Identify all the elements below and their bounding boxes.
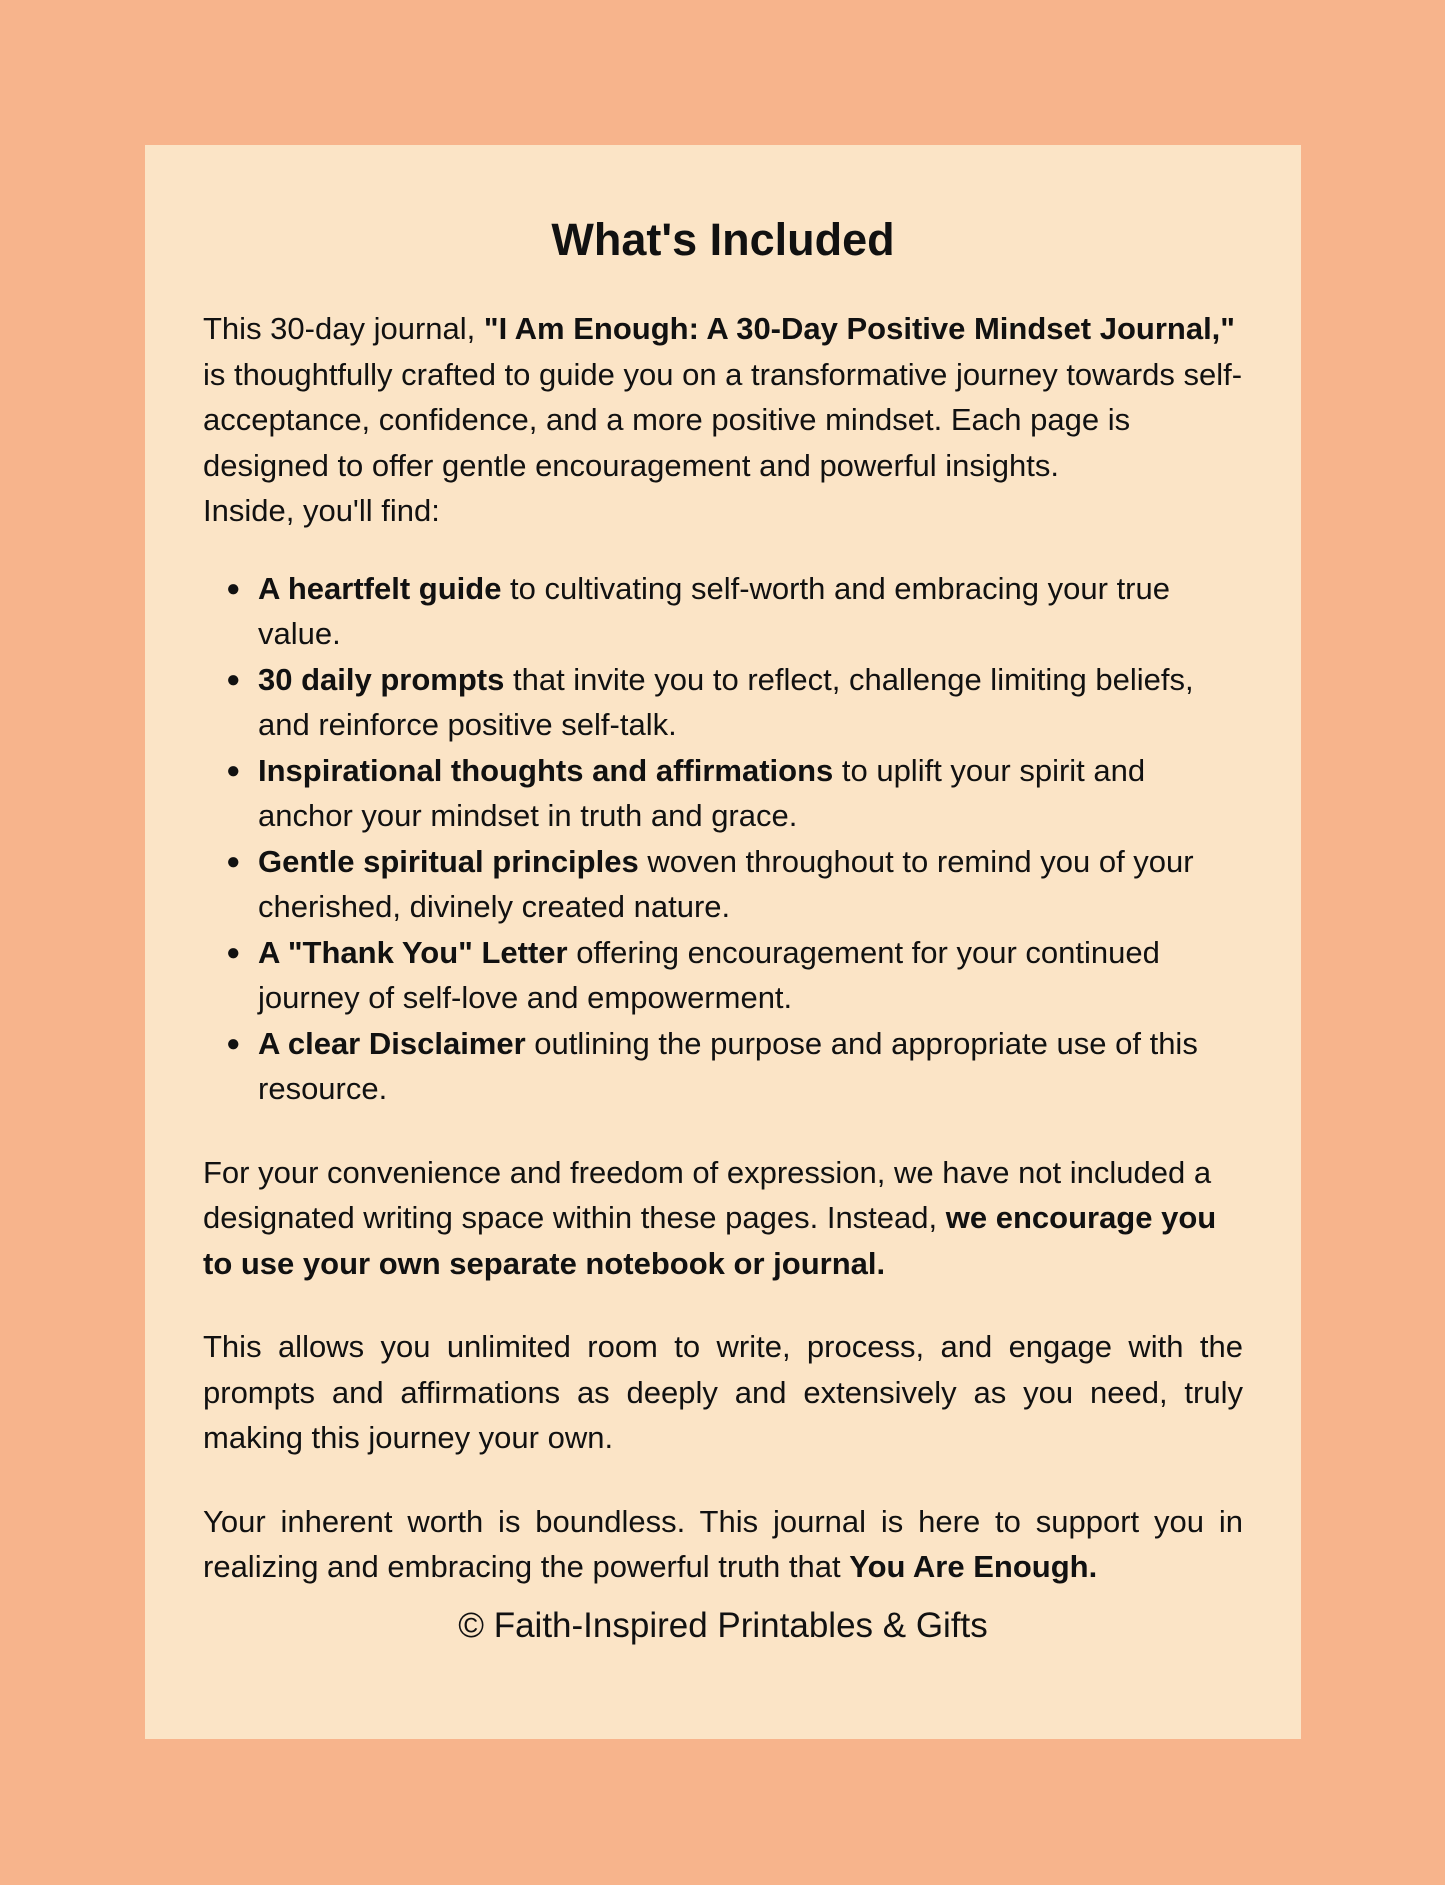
feature-text: to cultivating self-worth and embracing your true value. xyxy=(258,570,1170,651)
allows-paragraph: This allows you unlimited room to write, process, and engage with the prompts and affirmations as deeply and extensively as you need, truly making this journey your own. xyxy=(203,1329,1243,1455)
worth-paragraph xyxy=(203,1499,1243,1590)
feature-text: outlining the purpose and appropriate use of this resource. xyxy=(258,1025,1198,1106)
notebook-encouragement: we encourage you to use your own separate notebook or journal. xyxy=(203,1200,1217,1281)
list-item xyxy=(226,657,1243,748)
feature-title: 30 daily prompts xyxy=(258,661,505,697)
feature-text: woven throughout to remind you of your cherished, divinely created nature. xyxy=(258,843,1194,924)
features-list xyxy=(203,566,1243,1112)
feature-title: Inspirational thoughts and affirmations xyxy=(258,752,834,788)
feature-text: to uplift your spirit and anchor your mindset in truth and grace. xyxy=(258,752,1146,833)
feature-text: that invite you to reflect, challenge limiting beliefs, and reinforce positive self-talk. xyxy=(258,661,1194,742)
bullet-icon: ● xyxy=(226,1029,241,1057)
feature-title: A "Thank You" Letter xyxy=(258,934,568,970)
intro-prefix: This 30-day journal, xyxy=(203,311,484,346)
bullet-icon: ● xyxy=(226,756,241,784)
list-item xyxy=(226,839,1243,930)
convenience-text: For your convenience and freedom of expression, we have not included a designated writing space within these pages. Instead, xyxy=(203,1154,1212,1235)
content-card xyxy=(145,145,1301,1739)
copyright-notice: © Faith-Inspired Printables & Gifts xyxy=(458,1605,988,1645)
list-item xyxy=(226,930,1243,1021)
bullet-icon: ● xyxy=(226,665,241,693)
intro-suffix: is thoughtfully crafted to guide you on a transformative journey towards self-acceptance, confidence, and a more positive mindset. Each page is designed to offer gentle encouragement and powerful insights. xyxy=(203,356,1243,483)
feature-title: Gentle spiritual principles xyxy=(258,843,639,879)
feature-title: A clear Disclaimer xyxy=(258,1025,526,1061)
list-item xyxy=(226,566,1243,657)
bullet-icon: ● xyxy=(226,938,241,966)
feature-title: A heartfelt guide xyxy=(258,570,502,606)
list-item xyxy=(226,748,1243,839)
convenience-paragraph xyxy=(203,1150,1243,1287)
inside-lead: Inside, you'll find: xyxy=(203,493,440,528)
bullet-icon: ● xyxy=(226,847,241,875)
feature-text: offering encouragement for your continued journey of self-love and empowerment. xyxy=(258,934,1160,1015)
you-are-enough: You Are Enough. xyxy=(849,1549,1098,1584)
worth-text: Your inherent worth is boundless. This journal is here to support you in realizing and embracing the powerful truth that xyxy=(203,1503,1243,1584)
list-item xyxy=(226,1021,1243,1112)
intro-paragraph xyxy=(203,306,1243,488)
journal-name: "I Am Enough: A 30-Day Positive Mindset Journal," xyxy=(483,311,1235,346)
bullet-icon: ● xyxy=(226,574,241,602)
page-title: What's Included xyxy=(551,214,895,265)
